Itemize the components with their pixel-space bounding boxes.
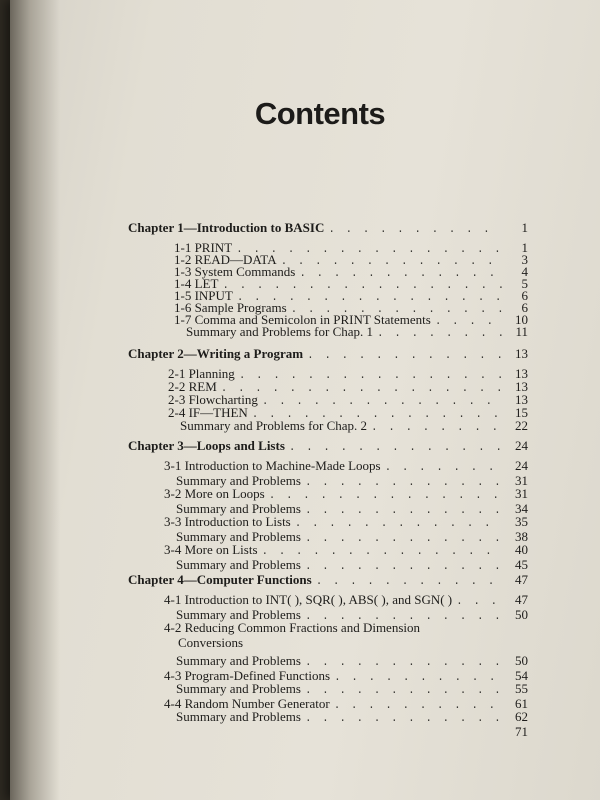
page-number: 55 [515,681,528,696]
entry-title: 2-3 Flowcharting [168,392,258,407]
chapter-title: Chapter 4—Computer Functions [128,572,312,587]
entry-title: 1-3 System Commands [174,264,296,279]
toc-entry [128,514,528,529]
entry-title: Summary and Problems for Chap. 1 [186,324,374,339]
entry-title: 2-1 Planning [168,366,235,381]
toc-entry [128,486,528,501]
page-number: 1 [521,240,528,255]
entry-title: Summary and Problems [176,501,301,516]
page-number: 6 [521,288,528,303]
page-number: 24 [515,438,528,453]
page-number: 13 [515,346,528,361]
entry-title: 1-1 PRINT [174,240,233,255]
toc-entry [128,681,528,696]
entry-title: 3-1 Introduction to Machine-Made Loops [164,458,381,473]
page-number: 22 [515,418,528,433]
page-number: 15 [515,405,528,420]
dot-leader [328,223,502,238]
page-number: 50 [515,607,528,622]
page-number: 13 [515,392,528,407]
page-number: 11 [515,324,528,339]
page-number: 62 [515,709,528,724]
entry-title: Summary and Problems [176,681,301,696]
entry-title: Summary and Problems [176,473,301,488]
page-number: 45 [515,557,528,572]
entry-title: 1-6 Sample Programs [174,300,287,315]
chapter-title: Chapter 2—Writing a Program [128,346,304,361]
entry-title: 4-4 Random Number Generator [164,696,330,711]
page-number: 24 [515,458,528,473]
page-number: 13 [515,379,528,394]
toc-entry [128,620,528,635]
page-number: 3 [521,252,528,267]
toc-entry [128,635,528,650]
entry-title: 3-3 Introduction to Lists [164,514,291,529]
entry-title: 2-4 IF—THEN [168,405,248,420]
page-number: 1 [521,220,528,235]
entry-title: Summary and Problems [176,709,301,724]
page-number: 71 [515,724,528,739]
dot-leader [289,441,502,456]
page-number: 31 [515,473,528,488]
toc-entry [128,542,528,557]
page-number: 31 [515,486,528,501]
page-number: 4 [521,264,528,279]
toc-entry [128,324,528,339]
page-number: 40 [515,542,528,557]
entry-title: 4-3 Program-Defined Functions [164,668,331,683]
entry-title: 3-2 More on Loops [164,486,265,501]
page-number: 5 [521,276,528,291]
toc-entry [128,592,528,607]
dot-leader [316,575,502,590]
page-title: Contents [254,96,386,131]
entry-title: 1-4 LET [174,276,219,291]
page-number: 38 [515,529,528,544]
page-number: 47 [515,572,528,587]
toc-chapter [128,438,528,453]
toc-entry [128,557,528,572]
page-number: 47 [515,592,528,607]
toc-entry [128,724,528,739]
page-number: 54 [515,668,528,683]
entry-title: 4-1 Introduction to INT( ), SQR( ), ABS( ), and SGN( ) [164,592,453,607]
page-number: 10 [515,312,528,327]
toc-chapter [128,220,528,235]
chapter-title: Chapter 1—Introduction to BASIC [128,220,325,235]
toc-entry [128,709,528,724]
entry-title: 1-7 Comma and Semicolon in PRINT Statements [174,312,431,327]
entry-title: 3-4 More on Lists [164,542,258,557]
entry-title: 1-5 INPUT [174,288,233,303]
entry-title: Summary and Problems [176,653,301,668]
toc-entry [128,653,528,668]
entry-title: 4-2 Reducing Common Fractions and Dimension [164,620,421,635]
page-number: 35 [515,514,528,529]
entry-title: Summary and Problems [176,607,301,622]
page-number: 6 [521,300,528,315]
entry-title: 1-2 READ—DATA [174,252,277,267]
dot-leader [307,349,502,364]
page-number: 50 [515,653,528,668]
entry-title: Summary and Problems [176,557,301,572]
dot-leader [371,421,502,436]
chapter-title: Chapter 3—Loops and Lists [128,438,285,453]
page-number: 61 [515,696,528,711]
toc-chapter [128,346,528,361]
page-number: 34 [515,501,528,516]
toc-chapter [128,572,528,587]
toc-entry [128,458,528,473]
entry-title: Summary and Problems [176,529,301,544]
book-page [10,0,600,800]
page-number: 13 [515,366,528,381]
entry-title: Conversions [178,635,243,650]
dot-leader [377,327,502,342]
entry-title: Summary and Problems for Chap. 2 [180,418,368,433]
toc-entry [128,418,528,433]
entry-title: 2-2 REM [168,379,217,394]
